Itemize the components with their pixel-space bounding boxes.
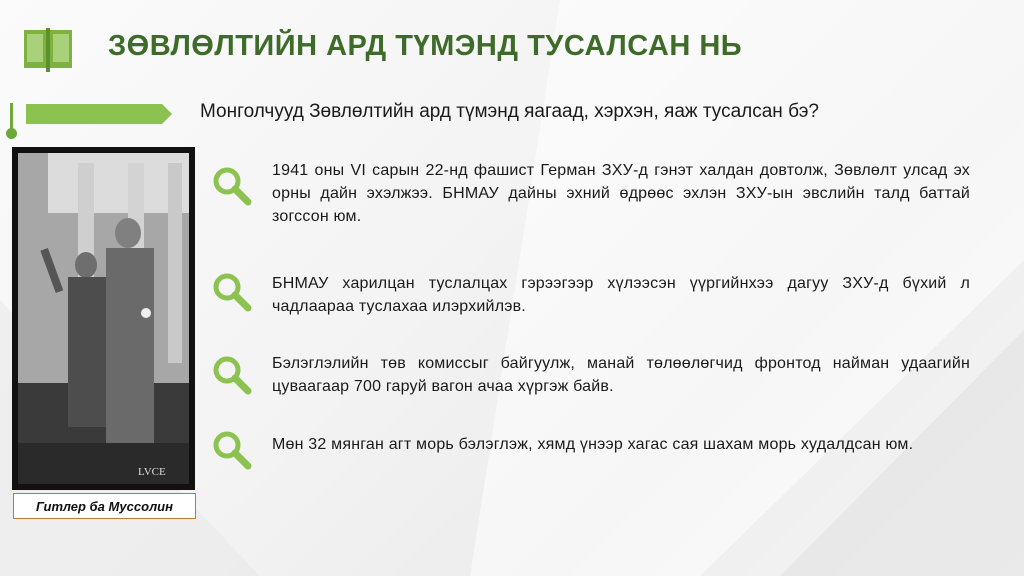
svg-text:LVCE: LVCE (138, 466, 166, 478)
accent-line (10, 103, 13, 131)
bullet-text-1: 1941 оны VI сарын 22-нд фашист Герман ЗХУ-д гэнэт халдан довтолж, Зөвлөлт улсад эх орны дайн эхэлжээ. БНМАУ дайны эхний өдрөөс эхлэн ЗХУ-ын эвслийн талд баттай зогссон юм. (272, 162, 970, 225)
magnifier-icon (212, 430, 252, 470)
magnifier-icon (212, 355, 252, 395)
magnifier-icon (212, 272, 252, 312)
historical-photo (18, 153, 189, 484)
accent-arrow-bar (26, 104, 172, 124)
question-heading: Монголчууд Зөвлөлтийн ард түмэнд яагаад, хэрхэн, яаж тусалсан бэ? (200, 101, 819, 122)
photo-caption: Гитлер ба Муссолин (13, 493, 196, 519)
bullet-text-2: БНМАУ харилцан туслалцах гэрээгээр хүлээсэн үүргийнхээ дагуу ЗХУ-д бүхий л чадлаараа туслахаа илэрхийлэв. (272, 275, 970, 315)
magnifier-icon (212, 166, 252, 206)
page-title: ЗӨВЛӨЛТИЙН АРД ТҮМЭНД ТУСАЛСАН НЬ (108, 30, 743, 62)
bullet-text-3: Бэлэглэлийн төв комиссыг байгуулж, манай төлөөлөгчид фронтод найман удаагийн цуваагаар 700 гаруй вагон ачаа хүргэж байв. (272, 355, 970, 395)
book-icon (24, 28, 72, 72)
accent-dot (6, 128, 17, 139)
bullet-text-4: Мөн 32 мянган агт морь бэлэглэж, хямд үнээр хагас сая шахам морь худалдсан юм. (272, 436, 914, 453)
